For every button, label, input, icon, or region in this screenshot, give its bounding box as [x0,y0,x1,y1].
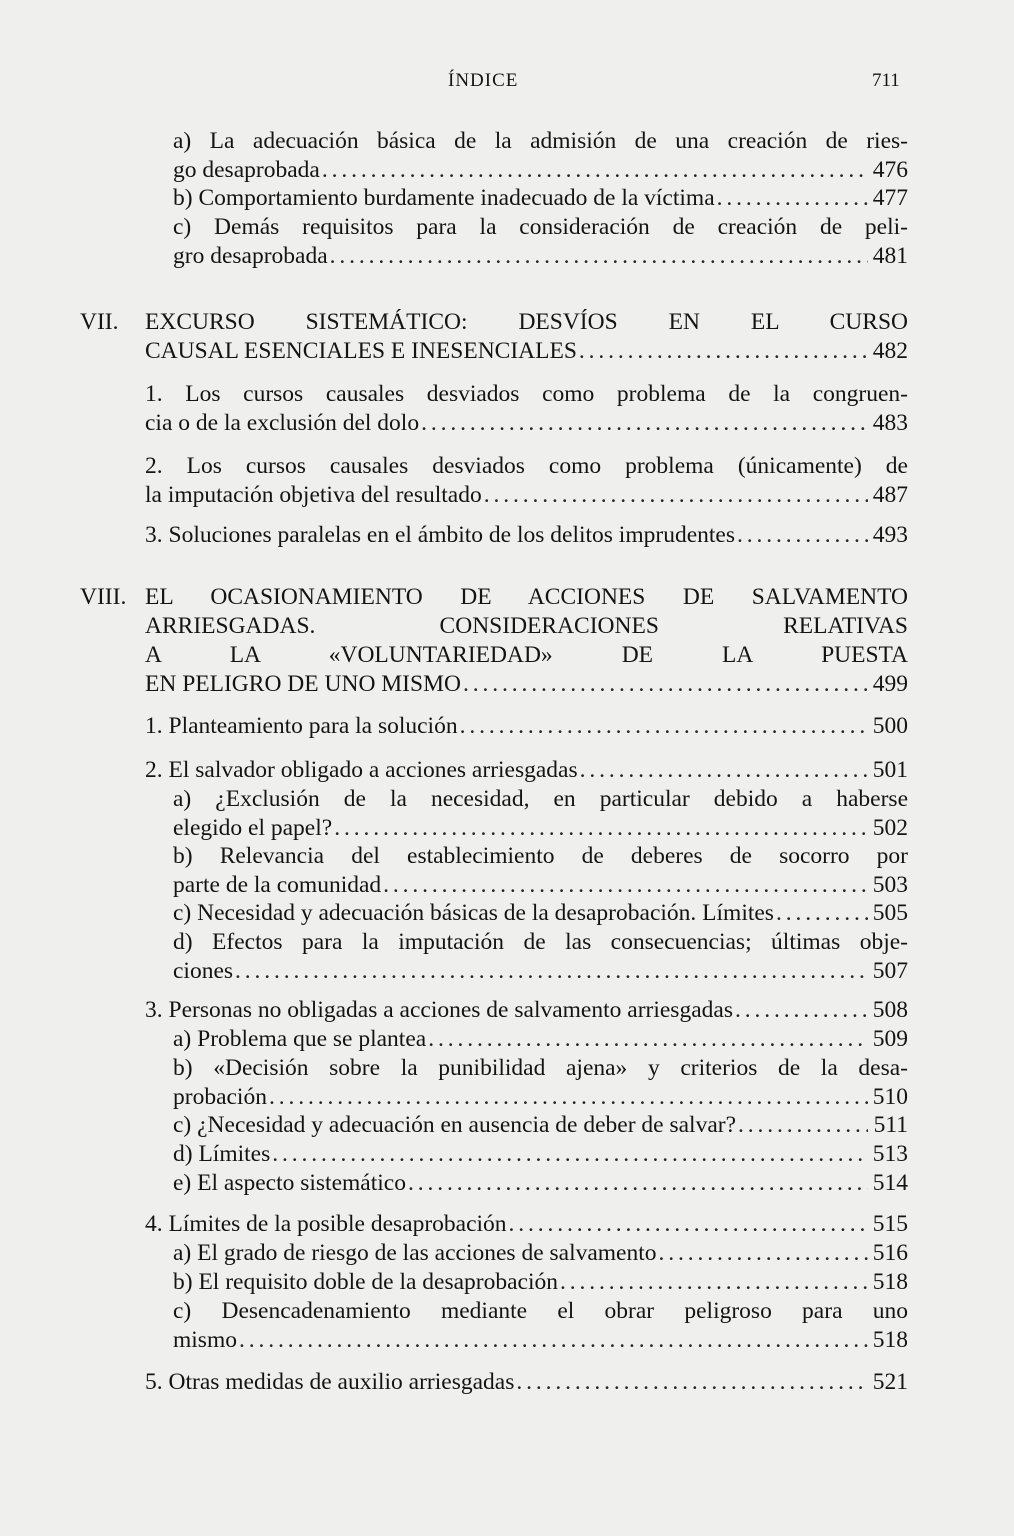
entry-text-line: 3. Soluciones paralelas en el ámbito de los delitos imprudentes [145,522,735,548]
entry-text-line: c) Desencadenamiento mediante el obrar peligroso para uno [173,1298,908,1324]
entry-page-number: 499 [872,671,908,697]
entry-text-line: 3. Personas no obligadas a acciones de salvamento arriesgadas [145,997,733,1023]
entry-page-number: 518 [872,1269,908,1295]
dot-leader [463,670,868,699]
entry-text-line: 1. Planteamiento para la solución [145,713,458,739]
dot-leader [322,156,868,185]
dot-leader [776,899,868,928]
toc-entry [0,1210,1014,1239]
entry-text-line: a) El grado de riesgo de las acciones de salvamento [173,1240,657,1266]
dot-leader [580,756,868,785]
entry-page-number: 514 [872,1170,908,1196]
entry-text-line: b) El requisito doble de la desaprobación [173,1269,559,1295]
entry-text-line: go desaprobada [173,157,320,183]
dot-leader [408,1169,868,1198]
entry-text-line: d) Efectos para la imputación de las consecuencias; últimas obje- [173,929,908,955]
entry-text-line: la imputación objetiva del resultado [145,482,482,508]
dot-leader [383,871,868,900]
entry-text-line: c) Demás requisitos para la consideración de creación de peli- [173,214,908,240]
entry-page-number: 476 [872,157,908,183]
toc-entry [0,928,1014,986]
entry-page-number: 518 [872,1327,908,1353]
entry-page-number: 477 [872,185,908,211]
entry-page-number: 487 [872,482,908,508]
dot-leader [235,957,868,986]
entry-text-line: 2. Los cursos causales desviados como problema (únicamente) de [145,453,908,479]
entry-page-number: 507 [872,958,908,984]
dot-leader [460,712,868,741]
page-header [0,66,1014,96]
entry-page-number: 502 [872,815,908,841]
toc-entry [0,184,1014,213]
toc-entry [0,521,1014,550]
dot-leader [659,1239,868,1268]
toc-chapter-entry [0,583,1014,699]
toc-entry [0,213,1014,271]
toc-entry [0,1025,1014,1054]
dot-leader [334,814,868,843]
page-number: 711 [872,70,900,91]
running-title: ÍNDICE [448,70,519,91]
entry-page-number: 516 [872,1240,908,1266]
toc-entry [0,1111,1014,1140]
entry-text-line: CAUSAL ESENCIALES E INESENCIALES [145,338,577,364]
toc-entry [0,756,1014,785]
entry-text-line: elegido el papel? [173,815,333,841]
entry-text-line: parte de la comunidad [173,872,382,898]
dot-leader [484,481,868,510]
toc-entry [0,785,1014,843]
toc-chapter-entry [0,308,1014,366]
toc-entry [0,452,1014,510]
toc-entry [0,899,1014,928]
entry-page-number: 515 [872,1211,908,1237]
toc-entry [0,842,1014,900]
chapter-number: VII. [80,309,119,335]
entry-text-line: 1. Los cursos causales desviados como problema de la congruen- [145,381,908,407]
entry-text-line: a) Problema que se plantea [173,1026,427,1052]
toc-entry [0,1368,1014,1397]
dot-leader [738,1111,868,1140]
entry-text-line: ciones [173,958,234,984]
entry-text-line: a) ¿Exclusión de la necesidad, en particular debido a haberse [173,786,908,812]
entry-text-line: A LA «VOLUNTARIEDAD» DE LA PUESTA [145,642,908,668]
toc-entry [0,1268,1014,1297]
entry-page-number: 493 [872,522,908,548]
toc-entry [0,1297,1014,1355]
entry-text-line: d) Límites [173,1141,271,1167]
entry-text-line: b) Relevancia del establecimiento de deberes de socorro por [173,843,908,869]
dot-leader [509,1210,868,1239]
toc-entry [0,127,1014,185]
entry-page-number: 505 [872,900,908,926]
entry-page-number: 481 [872,243,908,269]
entry-text-line: EXCURSO SISTEMÁTICO: DESVÍOS EN EL CURSO [145,309,908,335]
dot-leader [428,1025,868,1054]
dot-leader [735,996,868,1025]
entry-text-line: mismo [173,1327,237,1353]
entry-page-number: 513 [872,1141,908,1167]
toc-entry [0,1054,1014,1112]
entry-page-number: 508 [872,997,908,1023]
entry-page-number: 482 [872,338,908,364]
entry-page-number: 500 [872,713,908,739]
toc-entry [0,996,1014,1025]
toc-entry [0,1239,1014,1268]
dot-leader [239,1326,868,1355]
dot-leader [579,337,868,366]
entry-page-number: 511 [873,1112,908,1138]
entry-text-line: cia o de la exclusión del dolo [145,410,420,436]
entry-page-number: 521 [872,1369,908,1395]
entry-text-line: 2. El salvador obligado a acciones arriesgadas [145,757,578,783]
entry-text-line: b) Comportamiento burdamente inadecuado de la víctima [173,185,715,211]
entry-page-number: 483 [872,410,908,436]
dot-leader [737,521,868,550]
entry-text-line: gro desaprobada [173,243,328,269]
entry-text-line: c) ¿Necesidad y adecuación en ausencia de deber de salvar? [173,1112,737,1138]
toc-entry [0,380,1014,438]
entry-page-number: 509 [872,1026,908,1052]
entry-page-number: 503 [872,872,908,898]
entry-page-number: 510 [872,1084,908,1110]
entry-text-line: e) El aspecto sistemático [173,1170,406,1196]
toc-entry [0,1140,1014,1169]
entry-text-line: 4. Límites de la posible desaprobación [145,1211,507,1237]
dot-leader [272,1140,868,1169]
entry-text-line: c) Necesidad y adecuación básicas de la desaprobación. Límites [173,900,774,926]
entry-text-line: ARRIESGADAS. CONSIDERACIONES RELATIVAS [145,613,908,639]
dot-leader [560,1268,868,1297]
entry-page-number: 501 [872,757,908,783]
toc-entry [0,712,1014,741]
chapter-number: VIII. [80,584,127,610]
dot-leader [717,184,868,213]
entry-text-line: a) La adecuación básica de la admisión de una creación de ries- [173,128,908,154]
entry-text-line: b) «Decisión sobre la punibilidad ajena» y criterios de la desa- [173,1055,908,1081]
entry-text-line: probación [173,1084,267,1110]
dot-leader [269,1083,868,1112]
entry-text-line: EL OCASIONAMIENTO DE ACCIONES DE SALVAMENTO [145,584,908,610]
entry-text-line: EN PELIGRO DE UNO MISMO [145,671,461,697]
toc-entry [0,1169,1014,1198]
dot-leader [516,1368,868,1397]
entry-text-line: 5. Otras medidas de auxilio arriesgadas [145,1369,515,1395]
dot-leader [421,409,868,438]
dot-leader [330,242,868,271]
